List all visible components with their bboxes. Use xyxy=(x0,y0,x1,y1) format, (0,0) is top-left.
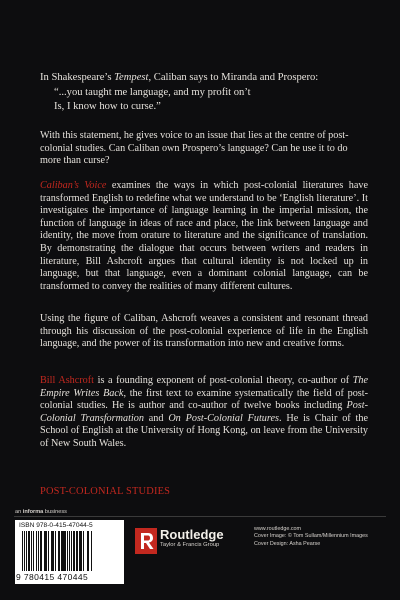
bio-text-1: is a founding exponent of post-colonial theory, co-author of xyxy=(94,375,353,386)
bio-book-2: Post-Colonial Transformation xyxy=(40,400,368,424)
barcode-bars xyxy=(22,531,118,571)
paragraph-summary xyxy=(40,180,368,293)
publisher-group: Taylor & Francis Group xyxy=(160,542,220,548)
author-name: Bill Ashcroft xyxy=(40,375,94,386)
publisher-name: Routledge xyxy=(160,527,224,542)
intro-lead: In Shakespeare’s xyxy=(40,72,115,83)
informa-brand: informa xyxy=(22,509,44,515)
isbn-barcode xyxy=(15,520,124,584)
intro-rest: , Caliban says to Miranda and Prospero: xyxy=(148,72,319,83)
informa-prefix: an xyxy=(15,509,23,515)
book-title: Caliban’s Voice xyxy=(40,180,107,191)
bio-book-1: The Empire Writes Back xyxy=(40,375,368,399)
publisher-url: www.routledge.com xyxy=(254,526,302,532)
series-label: POST-COLONIAL STUDIES xyxy=(40,486,171,497)
intro-play-title: Tempest xyxy=(114,72,149,83)
informa-suffix: business xyxy=(43,509,67,515)
cover-image-credit: Cover Image: © Tom Sullam/Millennium Images xyxy=(254,533,368,540)
cover-design-credit: Cover Design: Asha Pearse xyxy=(254,540,321,547)
cover-credits xyxy=(254,526,368,548)
barcode-stripe xyxy=(91,531,92,571)
quote-line-2: Is, I know how to curse.” xyxy=(54,100,161,112)
intro-line xyxy=(40,71,370,84)
bio-text-3: and xyxy=(143,412,169,424)
routledge-r-icon xyxy=(135,528,157,554)
isbn-label: ISBN 978-0-415-47044-5 xyxy=(19,522,93,529)
author-bio xyxy=(40,375,368,451)
bottom-divider xyxy=(14,516,386,517)
informa-tagline xyxy=(15,509,67,515)
paragraph-question: With this statement, he gives voice to an issue that lies at the centre of post-colonial studies. Can Caliban own Prospero’s language? Can he use it to do more than curse? xyxy=(40,130,349,167)
bio-text-4: . He is Chair of the School of English at the University of Hong Kong, on leave from the University of New South Wales. xyxy=(40,412,368,449)
quote-line-1: “...you taught me language, and my profit on’t xyxy=(54,87,251,98)
bio-book-3: On Post-Colonial Futures xyxy=(168,412,279,424)
caliban-quote xyxy=(54,86,374,113)
paragraph-caliban: Using the figure of Caliban, Ashcroft weaves a consistent and resonant thread through his discussion of the post-colonial experience of life in the English language, and the power of its transformation into new and creative forms. xyxy=(40,313,368,350)
bio-text-2: , the first text to examine systematically the field of post-colonial studies. He is author and co-author of twelve books including xyxy=(40,387,368,412)
summary-text: examines the ways in which post-colonial literatures have transformed English to redefine what we understand to be ‘English literature’. It investigates the importance of language learning in the imperial mission, the function of language in ideas of race and place, the link between language and identity, the move from orature to literature and the significance of translation. By demonstrating the dialogue that occurs between writers and readers in literature, Bill Ashcroft argues that cultural identity is not locked up in language, but that language, even a dominant colonial language, can be transformed to convey the realities of many different cultures. xyxy=(40,180,368,292)
barcode-number: 9 780415 470445 xyxy=(16,572,89,582)
